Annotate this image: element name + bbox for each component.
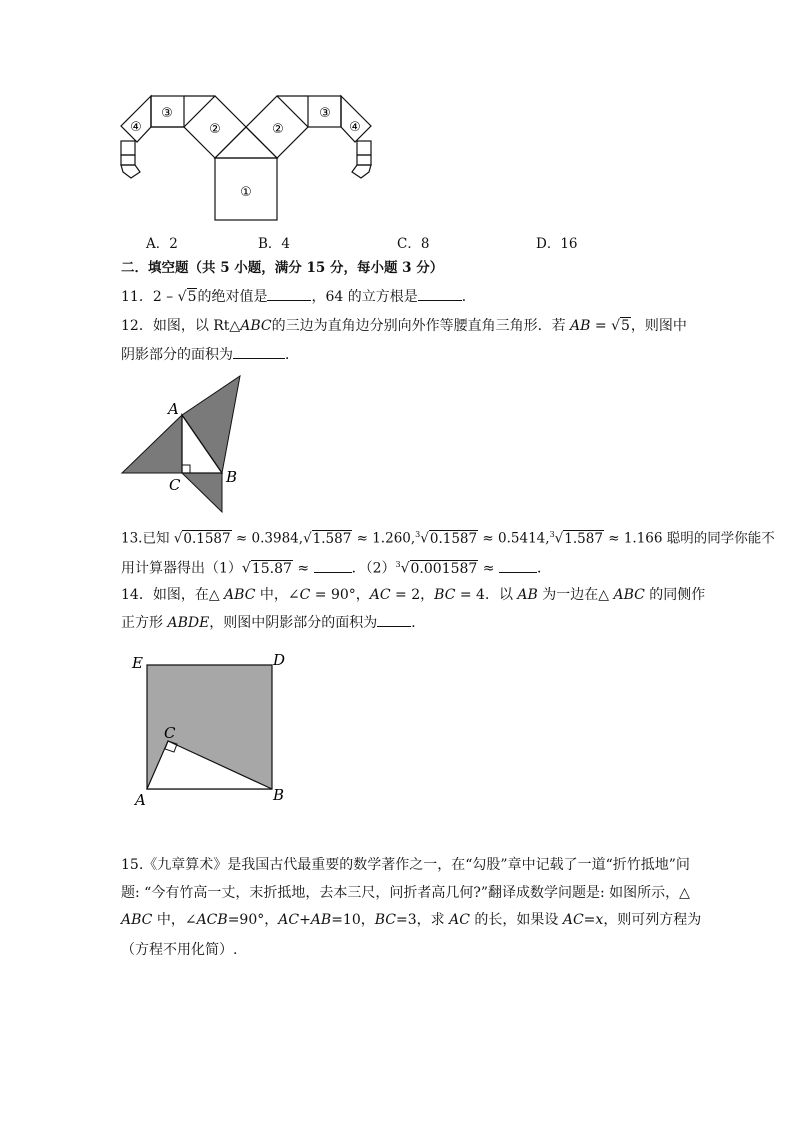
- q14-line2-end: ．: [411, 615, 426, 631]
- q15-b: 中，∠: [152, 912, 197, 928]
- q14-label-e: E: [132, 654, 143, 672]
- q12-blank[interactable]: [233, 344, 285, 359]
- q12-end: ．: [285, 347, 299, 363]
- q15-a: ABC: [121, 912, 153, 928]
- q12-post: ，则图中: [630, 318, 687, 334]
- q13-idx-2: 3: [549, 530, 555, 539]
- q13-approx-1: ≈: [292, 560, 314, 577]
- q11-radicand: 5: [187, 289, 197, 305]
- q13-line-1: 13.已知 √0.1587 ≈ 0.3984,√1.587 ≈ 1.260,$^3$√0.1587 ≈ 0.5414,$^3$√1.587 ≈ 1.166 聪明的同学你能不: [121, 530, 775, 547]
- q14-e: 为一边在△: [537, 587, 614, 603]
- q11-expr: 2 –: [152, 289, 178, 305]
- q14-b: = 90°，: [310, 587, 370, 603]
- q13-idx-1: 3: [415, 530, 421, 539]
- q14-line2-mid: ，则图中阴影部分的面积为: [209, 615, 378, 631]
- q12-line-1: 12．如图，以 Rt△ABC的三边为直角边分别向外作等腰直角三角形．若 AB = √5，则图中: [121, 318, 687, 334]
- q13-blank-1[interactable]: [314, 558, 352, 573]
- q14-line-2: [121, 612, 425, 633]
- q14-label-c: C: [164, 724, 176, 742]
- q12-shade-top: [182, 376, 240, 473]
- q15-line-1: 15.《九章算术》是我国古代最重要的数学著作之一，在“勾股”章中记载了一道“折竹抵地”问: [121, 857, 690, 873]
- q14-a: 中，∠: [255, 587, 300, 603]
- q13-r5: 15.87: [251, 560, 292, 577]
- q14-label-d: D: [273, 651, 286, 669]
- q12-radicand: 5: [621, 318, 630, 334]
- q12-label-c: C: [169, 476, 181, 494]
- square-4-right: [341, 96, 371, 142]
- q15-m: AC: [562, 912, 584, 928]
- label-4-right: ④: [349, 120, 361, 135]
- q12-line2-text: 阴影部分的面积为: [121, 347, 233, 363]
- center-triangle: [215, 127, 277, 158]
- q12-abc: ABC: [240, 318, 272, 334]
- q14-cc: = 2，: [390, 587, 435, 603]
- q15-e: AC: [278, 912, 300, 928]
- q12-ab: AB: [570, 318, 591, 334]
- label-3-left: ③: [161, 106, 173, 121]
- q14-pre: 14．如图，在△: [121, 587, 225, 603]
- label-1: ①: [240, 185, 252, 200]
- q12-pre: 12．如图，以 Rt△: [121, 318, 241, 334]
- q13-r1: 0.1587: [183, 530, 231, 547]
- q12-eq: =: [590, 318, 612, 334]
- q15-h: =10，: [331, 912, 375, 928]
- q14-c: C: [299, 587, 311, 603]
- q13-line2-pre: 用计算器得出（1）: [121, 560, 242, 577]
- q15-line-3: [121, 910, 701, 930]
- q15-line-4: （方程不用化简）.: [121, 942, 238, 958]
- q15-g: AB: [310, 912, 332, 928]
- q15-i: BC: [374, 912, 397, 928]
- q12-label-b: B: [226, 468, 238, 486]
- q14-abde: ABDE: [167, 615, 210, 631]
- q15-o: x: [595, 912, 604, 928]
- square-4-left: [121, 96, 151, 142]
- option-d: D．16: [536, 236, 578, 252]
- q14-figure: [125, 646, 295, 811]
- q11-text-1: 的绝对值是: [197, 289, 268, 305]
- q11-number: 11．: [121, 289, 153, 305]
- q12-shade-left: [122, 415, 182, 473]
- q12-shade-bottom: [182, 473, 222, 512]
- q11-blank-1[interactable]: [267, 286, 311, 301]
- q15-d: =90°，: [227, 912, 279, 928]
- q12-mid: 的三边为直角边分别向外作等腰直角三角形．若: [271, 318, 571, 334]
- option-c: C．8: [397, 236, 430, 252]
- q12-figure: [110, 372, 260, 520]
- q11: 11．2 – √5的绝对值是 ，64 的立方根是 ．: [121, 286, 476, 307]
- q13-v4: ≈ 1.166 聪明的同学你能不: [603, 530, 775, 547]
- q13-v3: ≈ 0.5414,: [478, 530, 550, 547]
- q13-blank-2[interactable]: [499, 558, 537, 573]
- q10-figure: [110, 92, 390, 227]
- q14-d: = 4．以: [455, 587, 518, 603]
- q14-label-a: A: [135, 791, 146, 809]
- q14-blank[interactable]: [377, 612, 411, 627]
- q13-line-2: 用计算器得出（1）√15.87 ≈ ．$(2)^3√0.001587$ ≈ ．: [121, 555, 551, 579]
- q15-line-2: 题: “今有竹高一丈，末折抵地，去本三尺，问折者高几何?”翻译成数学问题是: 如图所示，△: [121, 885, 690, 901]
- q13-v2: ≈ 1.260,: [352, 530, 416, 547]
- q13-end: ．: [536, 560, 551, 577]
- q11-text-2: ，64 的立方根是: [311, 289, 418, 305]
- q13-r2: 1.587: [312, 530, 352, 547]
- section-2-heading: 二．填空题（共 5 小题，满分 15 分，每小题 3 分）: [121, 260, 444, 276]
- q12-line-2: [121, 344, 299, 365]
- q15-c: ACB: [196, 912, 228, 928]
- q14-label-b: B: [273, 786, 285, 804]
- q13-r3: 0.1587: [429, 530, 478, 547]
- q13-v1: ≈ 0.3984,: [231, 530, 304, 547]
- option-a: A．2: [146, 236, 178, 252]
- q15-n: =: [583, 912, 596, 928]
- label-4-left: ④: [130, 120, 142, 135]
- label-3-right: ③: [319, 106, 331, 121]
- q14-line-1: [121, 585, 705, 605]
- q14-abc: ABC: [224, 587, 256, 603]
- q15-f: +: [299, 912, 311, 928]
- q13-approx-2: ≈: [478, 560, 499, 577]
- q11-text-3: ．: [461, 289, 476, 305]
- q14-abc2: ABC: [613, 587, 645, 603]
- label-2-right: ②: [272, 122, 284, 137]
- q14-bc: BC: [434, 587, 456, 603]
- q11-blank-2[interactable]: [418, 286, 462, 301]
- q12-label-a: A: [168, 400, 179, 418]
- q14-ab: AB: [517, 587, 538, 603]
- q13-pre: 13.已知: [121, 530, 174, 547]
- q15-p: ，则可列方程为: [603, 912, 702, 928]
- option-b: B．4: [258, 236, 291, 252]
- q15-l: 的长，如果设: [469, 912, 563, 928]
- q13-idx-3: 3: [395, 560, 401, 569]
- q13-r4: 1.587: [564, 530, 603, 547]
- label-2-left: ②: [209, 122, 221, 137]
- q15-j: =3，求: [396, 912, 450, 928]
- q13-r6: 0.001587: [410, 560, 478, 577]
- q13-mid: ．（2）: [351, 560, 396, 577]
- q14-f: 的同侧作: [644, 587, 706, 603]
- q14-ac: AC: [369, 587, 391, 603]
- q15-k: AC: [449, 912, 470, 928]
- q14-line2-pre: 正方形: [121, 615, 168, 631]
